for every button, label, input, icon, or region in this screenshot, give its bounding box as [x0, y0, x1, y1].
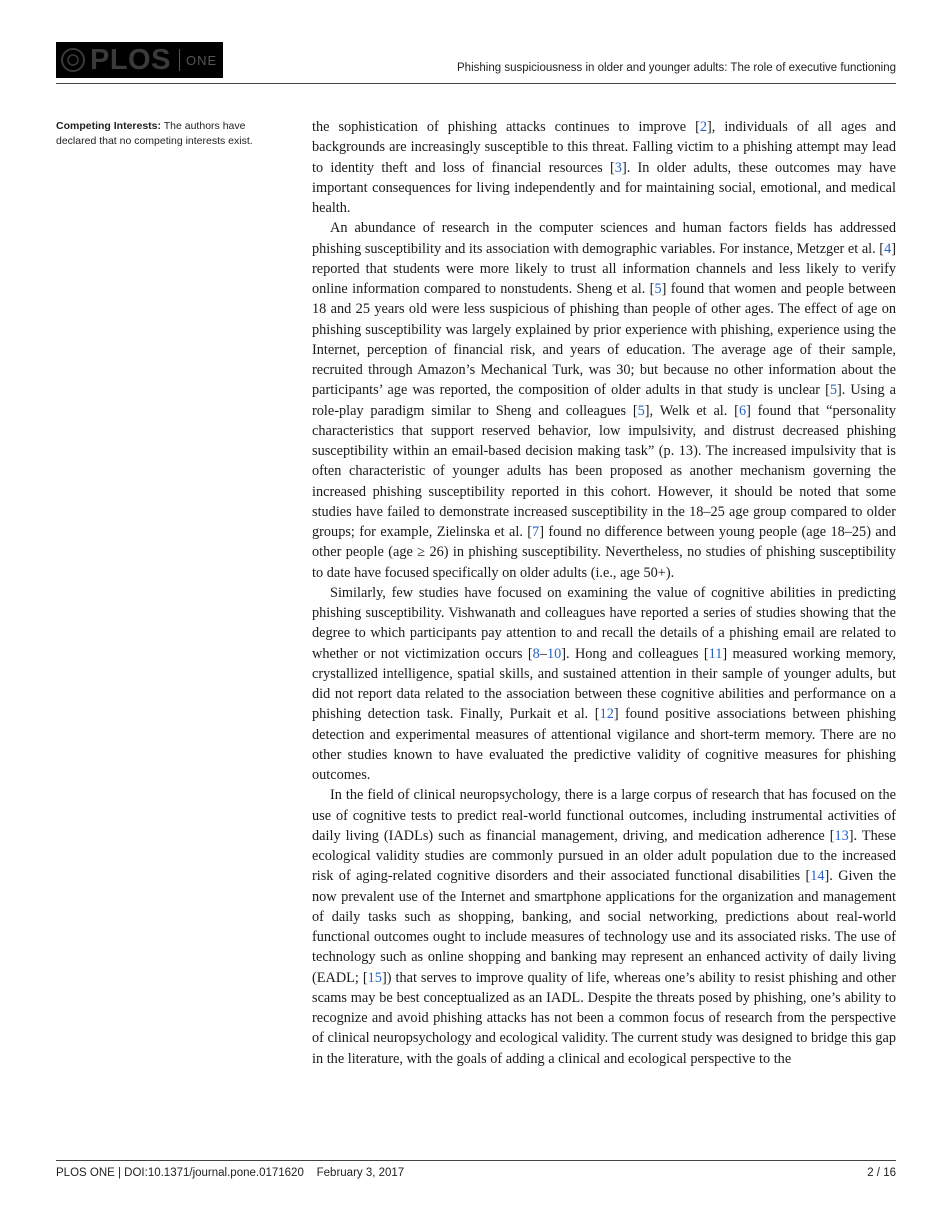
- body-paragraph: [312, 218, 896, 583]
- article-body: [312, 117, 896, 1069]
- citation-link[interactable]: 5: [829, 382, 838, 399]
- body-paragraph: [312, 785, 896, 1069]
- logo-text: PLOS: [90, 43, 171, 76]
- paragraph-text: An abundance of research in the computer sciences and human factors fields has addressed phishing susceptibility and its association with demographic variables. For instance, Metzger et al. [: [312, 220, 896, 257]
- paragraph-text: ] found positive associations between phishing detection and experimental measures of attentional vigilance and short-term memory. There are no other studies known to have evaluated the predictive validity of cognitive measures for phishing outcomes.: [312, 706, 896, 783]
- citation-link[interactable]: 6: [738, 402, 747, 419]
- competing-interests-note: [56, 119, 288, 149]
- citation-link[interactable]: 10: [546, 645, 562, 662]
- citation-link[interactable]: 12: [599, 706, 614, 723]
- citation-link[interactable]: 15: [367, 969, 382, 986]
- page-number: 2 / 16: [867, 1167, 896, 1179]
- running-title: Phishing suspiciousness in older and younger adults: The role of executive functioning: [457, 62, 896, 74]
- paragraph-text: the sophistication of phishing attacks continues to improve [: [312, 119, 700, 135]
- citation-link[interactable]: 11: [708, 645, 723, 662]
- paragraph-text: ] found no difference between young people (age 18–25) and other people (age ≥ 26) in phishing susceptibility. Nevertheless, no studies of phishing susceptibility to date have focused specifically on older adults (i.e., age 50+).: [312, 524, 896, 581]
- paragraph-text: ]. Hong and colleagues [: [561, 645, 709, 662]
- citation-link[interactable]: 13: [834, 827, 849, 844]
- paragraph-text: Similarly, few studies have focused on examining the value of cognitive abilities in predicting phishing susceptibility. Vishwanath and colleagues have reported a series of studies showing that the degree to which participants pay attention to and recall the details of a phishing email are related to whether or not victimization occurs [: [312, 584, 896, 662]
- paragraph-text: –: [539, 645, 547, 662]
- citation-link[interactable]: 4: [884, 240, 892, 257]
- citation-link[interactable]: 5: [654, 281, 662, 297]
- competing-interests-label: Competing Interests:: [56, 120, 162, 132]
- header-rule: [56, 83, 896, 84]
- paragraph-text: ]. Using a role-play paradigm similar to Sheng and colleagues [: [312, 382, 896, 419]
- paragraph-text: ] found that women and people between 18 and 25 years old were less suspicious of phishing than people of other ages. The effect of age on phishing susceptibility was largely explained by prior experience with phishing, experience using the Internet, perception of financial risk, and years of education. The average age of their sample, recruited through Amazon’s Mechanical Turk, was 30; but because no other information about the participants’ age was reported, the composition of older adults in that study is unclear [: [312, 281, 896, 399]
- paragraph-text: ]. In older adults, these outcomes may have important consequences for living independently and for maintaining social, emotional, and medical health.: [312, 159, 896, 216]
- paragraph-text: ] reported that students were more likely to trust all information channels and less likely to verify online information compared to nonstudents. Sheng et al. [: [312, 240, 896, 297]
- paragraph-text: In the field of clinical neuropsychology, there is a large corpus of research that has focused on the use of cognitive tests to predict real-world functional outcomes, including instrumental activities of daily living (IADLs) such as financial management, driving, and medication adherence [: [312, 787, 896, 844]
- footer-citation: PLOS ONE | DOI:10.1371/journal.pone.0171620 February 3, 2017: [56, 1167, 405, 1179]
- paragraph-text: ]. Given the now prevalent use of the Internet and smartphone applications for the organization and management of daily tasks such as shopping, banking, and social networking, predictions about real-world functional outcomes ought to include measures of technology use and its associated risks. The use of technology such as online shopping and banking may represent an enhanced activity of daily living (EADL; [: [312, 868, 896, 986]
- citation-link[interactable]: 3: [614, 159, 622, 176]
- plos-logo-icon: [60, 47, 86, 73]
- paragraph-text: ] found that “personality characteristics that support reserved behavior, low impulsivity, and distrust decreased phishing susceptibility within an email-based decision making task” (p. 13). The increased impulsivity that is often characteristic of younger adults has been proposed as another mechanism governing the increased phishing susceptibility reported in this cohort. However, it should be noted that some studies have failed to demonstrate increased susceptibility in the 18–25 age group compared to older groups; for example, Zielinska et al. [: [312, 402, 896, 540]
- logo-suffix: ONE: [185, 52, 218, 68]
- citation-link[interactable]: 14: [810, 868, 825, 885]
- body-paragraph: [312, 583, 896, 786]
- citation-link[interactable]: 7: [532, 524, 540, 540]
- plos-one-logo: [56, 42, 223, 78]
- paragraph-text: ], Welk et al. [: [644, 402, 739, 419]
- competing-interests-text: The authors have declared that no competing interests exist.: [56, 120, 253, 147]
- body-paragraph: [312, 117, 896, 218]
- citation-link[interactable]: 5: [637, 402, 645, 419]
- paragraph-text: ]) that serves to improve quality of life, whereas one’s ability to resist phishing and other scams may be best conceptualized as an IADL. Despite the threats posed by phishing, one’s ability to recognize and avoid phishing attacks has not been a common focus of research from the perspective of clinical neuropsychology and ecological validity. The current study was designed to bridge this gap in the literature, with the goals of adding a clinical and ecological perspective to the: [312, 969, 897, 1067]
- footer-rule: [56, 1160, 896, 1161]
- logo-divider: [179, 49, 180, 71]
- citation-link[interactable]: 8: [532, 645, 540, 662]
- citation-link[interactable]: 2: [699, 119, 708, 135]
- paragraph-text: ]. These ecological validity studies are commonly pursued in an older adult population due to the increased risk of aging-related cognitive disorders and their associated functional disabilities [: [312, 827, 896, 885]
- paragraph-text: ] measured working memory, crystallized intelligence, spatial skills, and sustained attention in their sample of younger adults, but did not report data related to the association between these cognitive abilities and performance on a phishing detection task. Finally, Purkait et al. [: [312, 645, 896, 723]
- paragraph-text: ], individuals of all ages and backgrounds are increasingly susceptible to this threat. Falling victim to a phishing attempt may lead to identity theft and loss of financial resources [: [312, 119, 897, 176]
